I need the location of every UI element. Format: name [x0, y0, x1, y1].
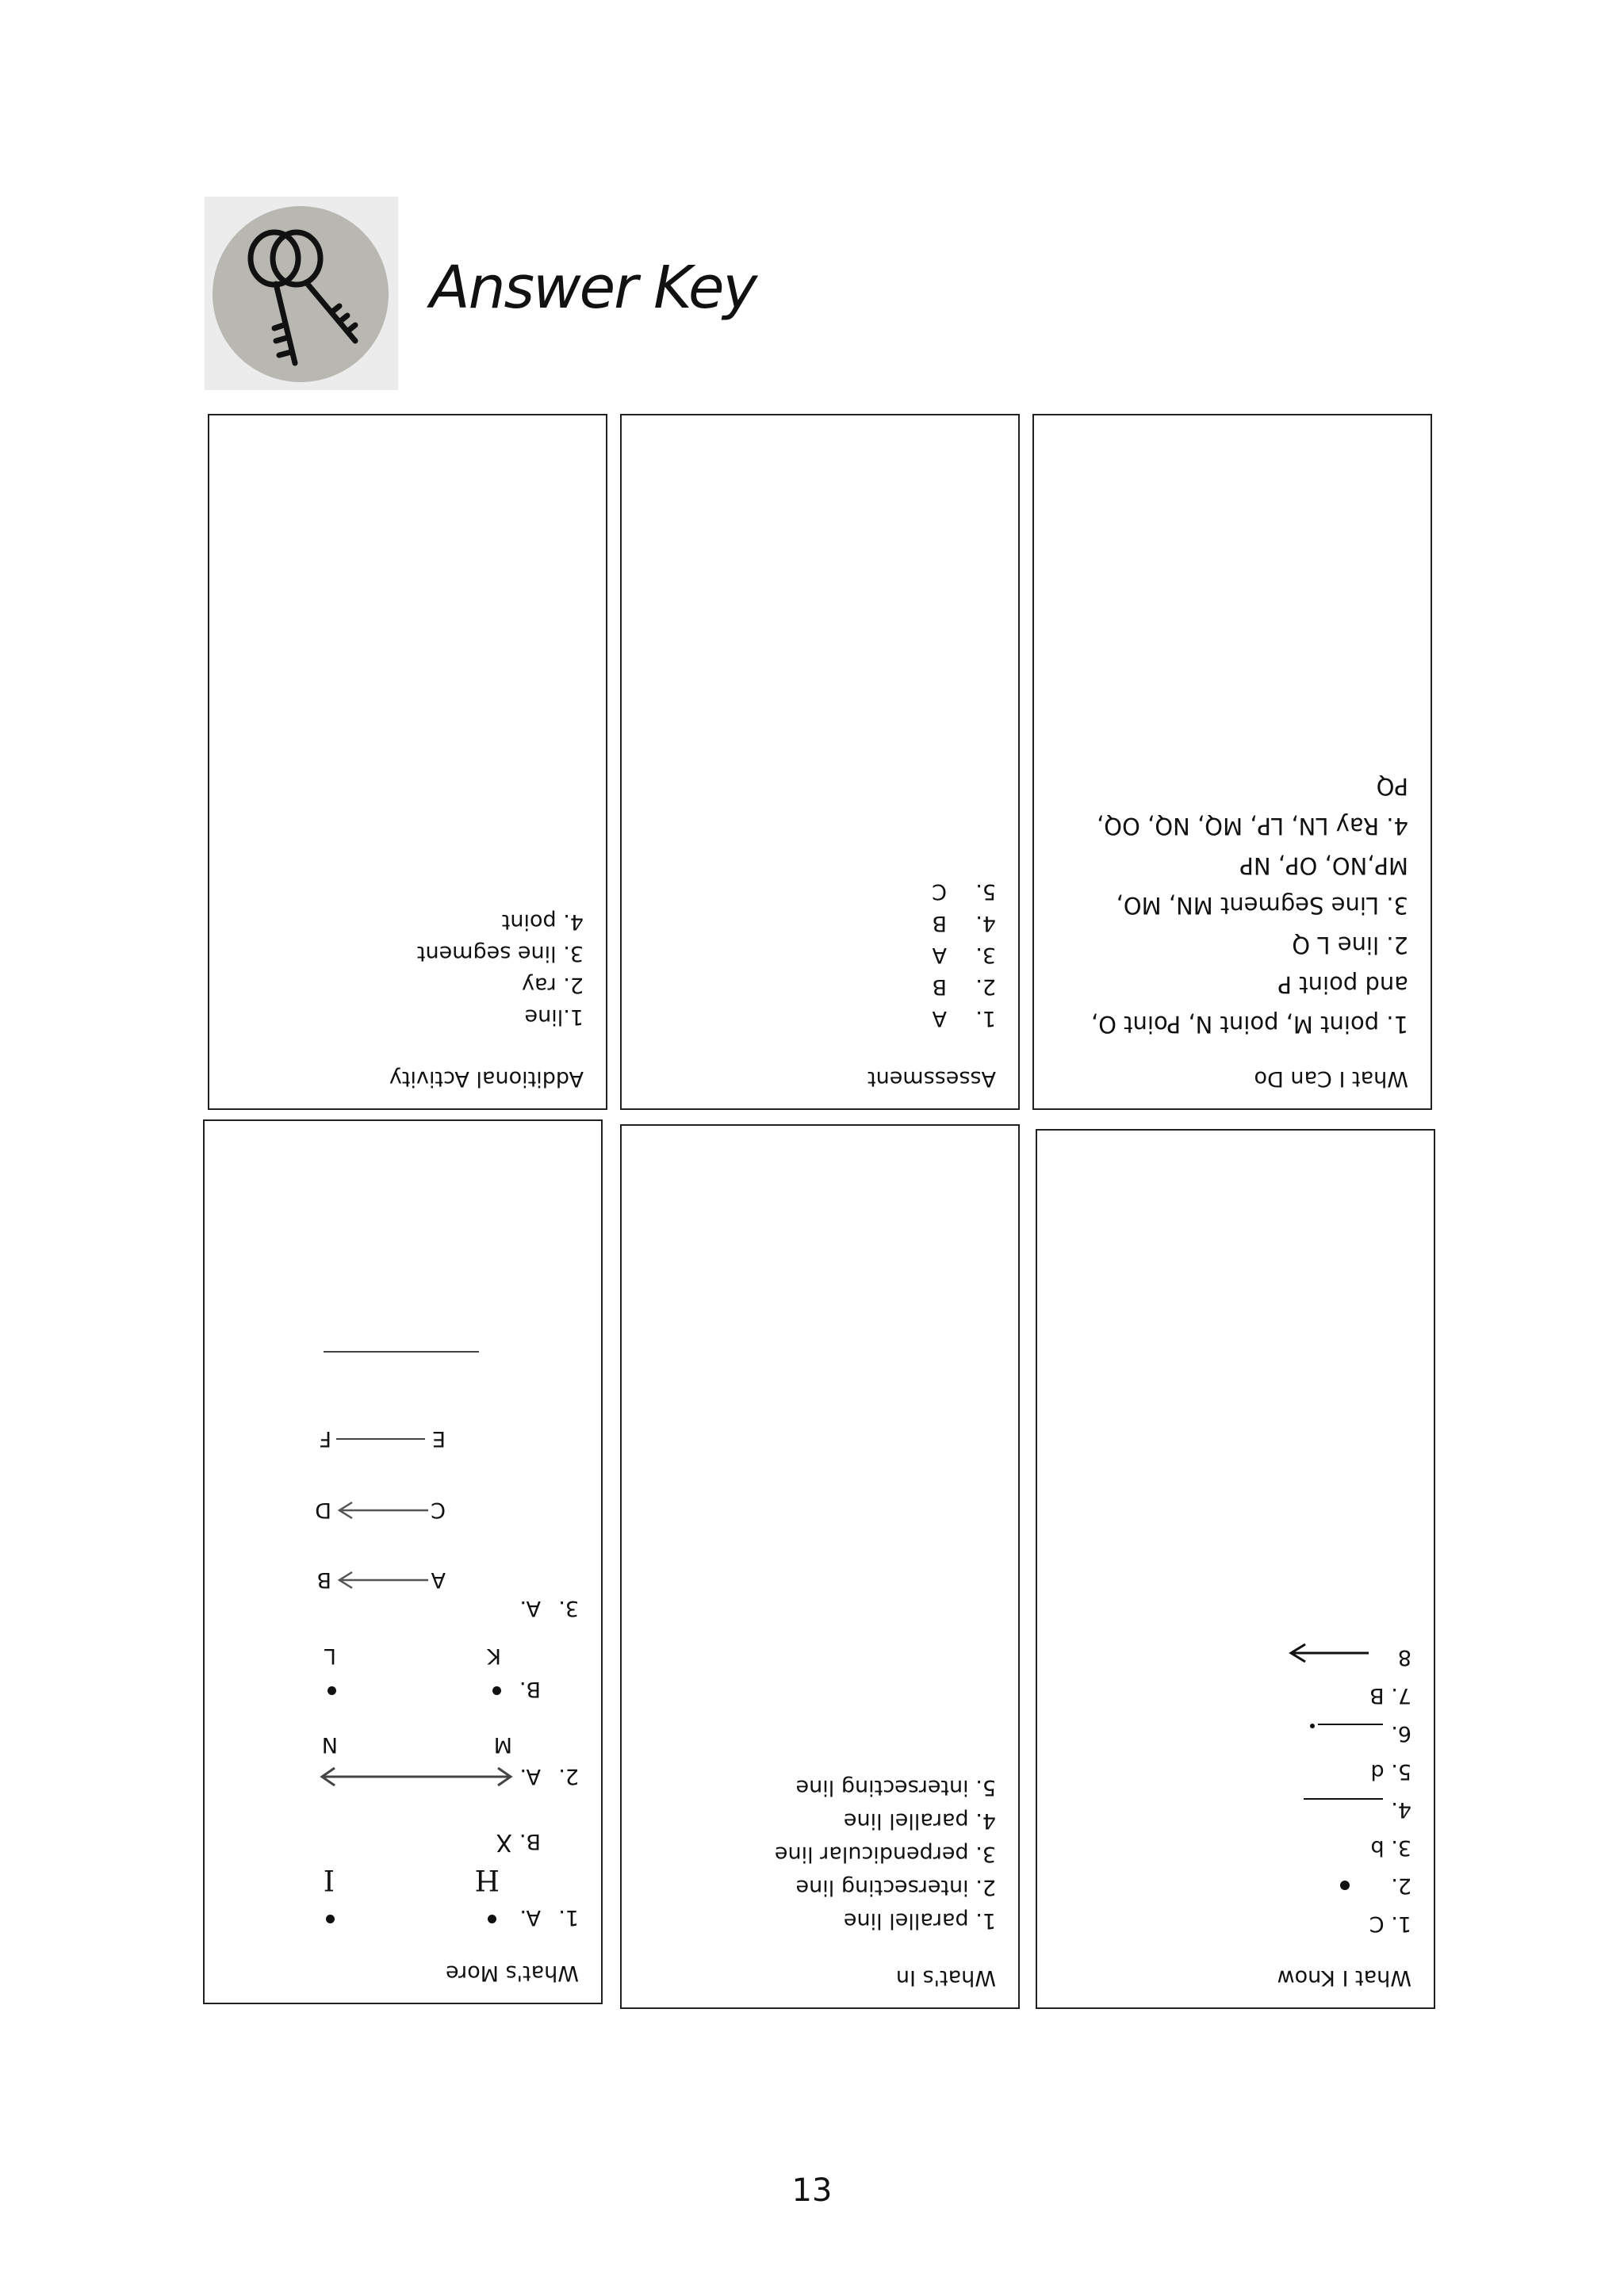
answer-number: 1.: [975, 1006, 996, 1031]
panel-additional-activity: [208, 414, 607, 1110]
answer-value: C: [932, 879, 947, 904]
list-item: 3. perpendicular line: [774, 1842, 996, 1866]
line-segment-mark: [1318, 1724, 1383, 1725]
answer-mark: X: [496, 1828, 512, 1856]
point-label: F: [319, 1426, 331, 1451]
point-label: C: [431, 1498, 446, 1522]
point-label: K: [487, 1644, 501, 1668]
point-label: D: [315, 1498, 331, 1522]
list-item: MP,NO, OP, NP: [1239, 852, 1408, 879]
item-sub-label: A.: [519, 1596, 541, 1621]
panel-what-i-can-do: [1032, 414, 1432, 1110]
point-mark: [1310, 1724, 1315, 1728]
list-item: 4.: [1391, 1797, 1411, 1822]
point-label: I: [323, 1863, 335, 1896]
item-number: 2.: [558, 1764, 579, 1789]
answer-value: A: [932, 943, 947, 967]
ray-arrow-icon: [335, 1498, 430, 1522]
item-sub-label: A.: [519, 1905, 541, 1930]
item-sub-label: B.: [519, 1829, 541, 1854]
list-item: 8: [1397, 1645, 1411, 1670]
point-label: M: [493, 1732, 512, 1757]
list-item: 5. d: [1370, 1759, 1411, 1784]
point-mark: [326, 1915, 335, 1923]
list-item: 1.line: [524, 1004, 584, 1029]
list-item: 7. B: [1369, 1683, 1411, 1708]
answer-key-header: [205, 197, 918, 393]
list-item: 3. Line Segment MN, MO,: [1116, 892, 1408, 919]
page-number: 13: [791, 2172, 833, 2209]
answer-value: B: [932, 974, 947, 999]
page-title: Answer Key: [430, 254, 756, 322]
list-item: 4. parallel line: [843, 1808, 996, 1833]
item-sub-label: B.: [519, 1677, 541, 1701]
keys-icon: [213, 206, 389, 382]
panel-title: What's In: [895, 1965, 996, 1990]
panel-title: Assessment: [868, 1066, 996, 1091]
item-number: 1.: [558, 1905, 579, 1930]
list-item: PQ: [1376, 773, 1408, 800]
list-item: 1. C: [1369, 1911, 1411, 1936]
point-label: L: [324, 1644, 336, 1668]
list-item: 1. point M, point N, Point O,: [1090, 1011, 1408, 1038]
list-item: 1. parallel line: [843, 1908, 996, 1933]
line-arrow-icon: [317, 1765, 515, 1789]
panel-whats-in: [620, 1124, 1020, 2009]
panel-whats-more: [203, 1119, 603, 2004]
list-item: 2.: [1391, 1873, 1411, 1898]
ray-arrow-icon: [335, 1568, 430, 1592]
list-item: 2. line L Q: [1292, 932, 1408, 959]
list-item: 2. ray: [522, 973, 584, 997]
point-mark: [488, 1915, 496, 1923]
panel-title: What I Know: [1277, 1965, 1411, 1990]
list-item: and point P: [1277, 971, 1408, 998]
list-item: 5. intersecting line: [795, 1775, 996, 1800]
panel-assessment: [620, 414, 1020, 1110]
list-item: 3. b: [1370, 1835, 1411, 1860]
answer-value: B: [932, 911, 947, 936]
answer-number: 2.: [975, 974, 996, 999]
list-item: 6.: [1391, 1721, 1411, 1746]
point-mark: [1340, 1881, 1350, 1890]
answer-value: A: [932, 1006, 947, 1031]
list-item: 4. Ray LN, LP, MQ, NQ, OQ,: [1096, 813, 1408, 840]
list-item: 3. line segment: [416, 941, 584, 966]
panel-title: Additional Activity: [389, 1066, 584, 1091]
line-segment-mark: [1304, 1798, 1383, 1800]
line-segment-mark: [336, 1438, 425, 1440]
point-label: E: [431, 1426, 446, 1451]
item-sub-label: A.: [519, 1764, 541, 1789]
answer-number: 4.: [975, 911, 996, 936]
panel-title: What's More: [446, 1961, 579, 1985]
answer-number: 3.: [975, 943, 996, 967]
point-label: A: [431, 1567, 446, 1592]
point-mark: [492, 1686, 501, 1695]
point-label: B: [316, 1567, 331, 1592]
answer-number: 5.: [975, 879, 996, 904]
list-item: 4. point: [501, 909, 584, 934]
point-label: N: [321, 1732, 338, 1757]
panel-title: What I Can Do: [1254, 1066, 1408, 1091]
list-item: 2. intersecting line: [795, 1875, 996, 1900]
ray-arrow-icon: [1286, 1641, 1373, 1665]
answer-blank-line: [324, 1351, 479, 1353]
panel-what-i-know: [1036, 1129, 1435, 2009]
point-mark: [327, 1686, 336, 1695]
point-label: H: [474, 1863, 500, 1896]
item-number: 3.: [558, 1596, 579, 1621]
keys-badge: [205, 197, 398, 390]
